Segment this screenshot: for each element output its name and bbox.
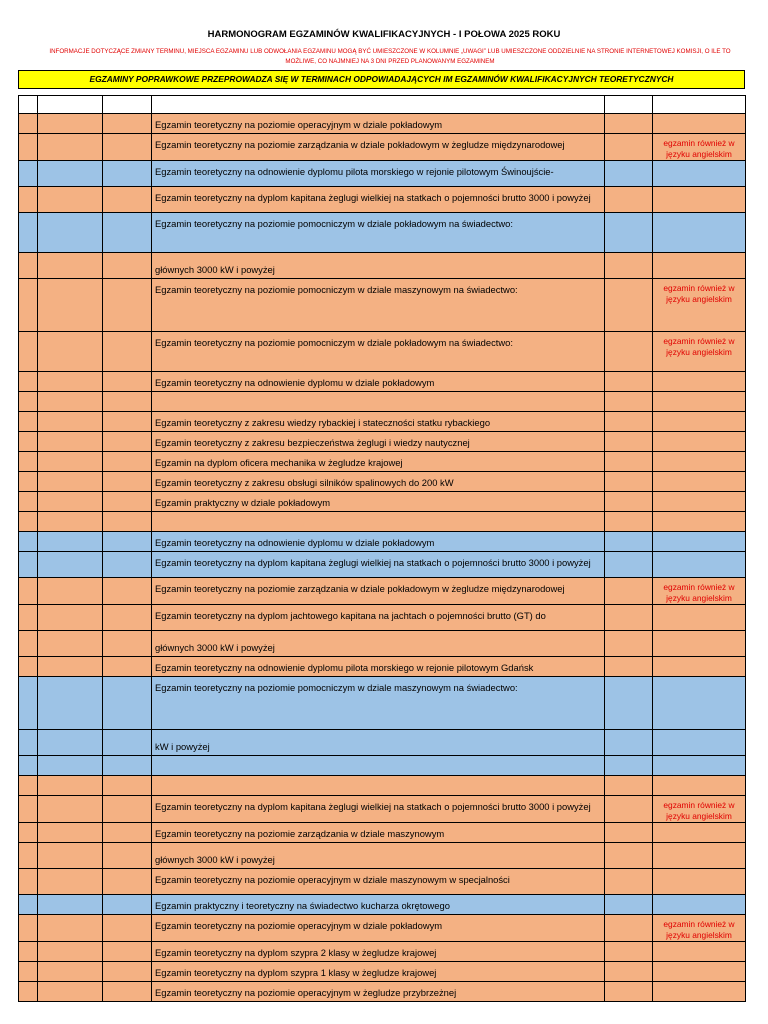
- table-cell: [605, 472, 653, 492]
- table-cell: [605, 776, 653, 796]
- exam-description: Egzamin teoretyczny z zakresu obsługi silników spalinowych do 200 kW: [152, 472, 605, 492]
- table-cell: [605, 631, 653, 657]
- table-cell: [38, 657, 103, 677]
- table-row: [19, 472, 746, 492]
- table-cell: [103, 631, 152, 657]
- exam-description: Egzamin teoretyczny na dyplom jachtowego kapitana na jachtach o pojemności brutto (GT) do: [152, 605, 605, 631]
- exam-description: [152, 776, 605, 796]
- table-cell: [38, 134, 103, 161]
- table-cell: [605, 552, 653, 578]
- remarks-cell: egzamin również w języku angielskim: [653, 915, 746, 942]
- table-cell: [605, 512, 653, 532]
- table-cell: [103, 392, 152, 412]
- table-row: [19, 631, 746, 657]
- table-row: [19, 982, 746, 1002]
- table-cell: [38, 962, 103, 982]
- table-cell: [103, 552, 152, 578]
- table-cell: [605, 915, 653, 942]
- remarks-cell: [653, 982, 746, 1002]
- table-cell: [605, 677, 653, 730]
- table-cell: [103, 372, 152, 392]
- exam-description: Egzamin teoretyczny z zakresu wiedzy rybackiej i stateczności statku rybackiego: [152, 412, 605, 432]
- table-cell: [38, 96, 103, 114]
- table-row: [19, 677, 746, 730]
- table-row: [19, 578, 746, 605]
- exam-description: Egzamin teoretyczny na odnowienie dyplomu w dziale pokładowym: [152, 372, 605, 392]
- table-cell: [38, 895, 103, 915]
- remarks-cell: [653, 756, 746, 776]
- remarks-cell: [653, 253, 746, 279]
- table-cell: [103, 472, 152, 492]
- remarks-cell: [653, 432, 746, 452]
- table-row: [19, 134, 746, 161]
- document-title: HARMONOGRAM EGZAMINÓW KWALIFIKACYJNYCH - I POŁOWA 2025 ROKU: [207, 29, 561, 40]
- table-cell: [19, 114, 38, 134]
- remarks-cell: [653, 472, 746, 492]
- table-cell: [103, 895, 152, 915]
- remarks-cell: [653, 512, 746, 532]
- table-cell: [19, 677, 38, 730]
- table-cell: [19, 915, 38, 942]
- table-row: [19, 161, 746, 187]
- table-cell: [19, 512, 38, 532]
- table-cell: [103, 843, 152, 869]
- table-cell: [38, 843, 103, 869]
- table-cell: [38, 187, 103, 213]
- exam-description: Egzamin teoretyczny na odnowienie dyplomu pilota morskiego w rejonie pilotowym Świnoujście-: [152, 161, 605, 187]
- exam-description: Egzamin teoretyczny z zakresu bezpieczeństwa żeglugi i wiedzy nautycznej: [152, 432, 605, 452]
- exam-description: Egzamin teoretyczny na odnowienie dyplomu pilota morskiego w rejonie pilotowym Gdańsk: [152, 657, 605, 677]
- table-cell: [103, 776, 152, 796]
- exam-description: [152, 512, 605, 532]
- table-row: [19, 796, 746, 823]
- table-cell: [19, 796, 38, 823]
- exam-description: Egzamin teoretyczny na poziomie pomocniczym w dziale pokładowym na świadectwo:: [152, 332, 605, 372]
- table-cell: [103, 756, 152, 776]
- table-cell: [605, 796, 653, 823]
- remarks-cell: [653, 213, 746, 253]
- table-cell: [19, 432, 38, 452]
- table-cell: [38, 756, 103, 776]
- exam-description: [152, 756, 605, 776]
- table-cell: [38, 114, 103, 134]
- table-cell: [38, 161, 103, 187]
- table-cell: [38, 452, 103, 472]
- table-row: [19, 279, 746, 332]
- table-row: [19, 412, 746, 432]
- table-cell: [605, 213, 653, 253]
- table-cell: [19, 279, 38, 332]
- table-cell: [605, 730, 653, 756]
- table-row: [19, 776, 746, 796]
- table-cell: [38, 472, 103, 492]
- table-cell: [103, 915, 152, 942]
- table-cell: [19, 452, 38, 472]
- exam-description: Egzamin teoretyczny na poziomie zarządzania w dziale pokładowym w żegludze międzynarodowej: [152, 578, 605, 605]
- table-cell: [605, 578, 653, 605]
- table-cell: [103, 412, 152, 432]
- table-cell: [38, 412, 103, 432]
- table-cell: [38, 492, 103, 512]
- table-cell: [103, 823, 152, 843]
- table-cell: [19, 332, 38, 372]
- exam-description: Egzamin teoretyczny na poziomie operacyjnym w żegludze przybrzeżnej: [152, 982, 605, 1002]
- table-row: [19, 605, 746, 631]
- table-cell: [103, 677, 152, 730]
- table-cell: [103, 213, 152, 253]
- table-cell: [103, 253, 152, 279]
- remarks-cell: [653, 492, 746, 512]
- table-cell: [103, 432, 152, 452]
- exam-description: głównych 3000 kW i powyżej: [152, 631, 605, 657]
- table-cell: [605, 962, 653, 982]
- table-cell: [38, 432, 103, 452]
- table-cell: [38, 869, 103, 895]
- table-cell: [605, 843, 653, 869]
- table-cell: [19, 552, 38, 578]
- exam-description: Egzamin teoretyczny na dyplom kapitana żeglugi wielkiej na statkach o pojemności brutto 3000 i powyżej: [152, 796, 605, 823]
- table-cell: [38, 213, 103, 253]
- table-row: [19, 332, 746, 372]
- table-cell: [605, 432, 653, 452]
- table-cell: [605, 332, 653, 372]
- table-cell: [605, 96, 653, 114]
- table-cell: [103, 279, 152, 332]
- remarks-cell: [653, 372, 746, 392]
- table-cell: [103, 869, 152, 895]
- table-cell: [605, 187, 653, 213]
- table-cell: [605, 605, 653, 631]
- exam-description: [152, 96, 605, 114]
- table-cell: [19, 492, 38, 512]
- remarks-cell: [653, 114, 746, 134]
- table-cell: [38, 796, 103, 823]
- table-cell: [605, 532, 653, 552]
- table-cell: [605, 279, 653, 332]
- table-row: [19, 432, 746, 452]
- exam-description: Egzamin teoretyczny na odnowienie dyplomu w dziale pokładowym: [152, 532, 605, 552]
- remarks-cell: [653, 96, 746, 114]
- table-row: [19, 96, 746, 114]
- table-cell: [103, 532, 152, 552]
- table-cell: [19, 213, 38, 253]
- schedule-table: [18, 95, 746, 1002]
- exam-description: Egzamin teoretyczny na poziomie operacyjnym w dziale pokładowym: [152, 114, 605, 134]
- table-cell: [38, 605, 103, 631]
- exam-description: Egzamin teoretyczny na dyplom kapitana żeglugi wielkiej na statkach o pojemności brutto 3000 i powyżej: [152, 187, 605, 213]
- exam-description: Egzamin teoretyczny na poziomie operacyjnym w dziale pokładowym: [152, 915, 605, 942]
- exam-description: Egzamin praktyczny w dziale pokładowym: [152, 492, 605, 512]
- remarks-cell: [653, 776, 746, 796]
- table-cell: [19, 412, 38, 432]
- table-cell: [19, 605, 38, 631]
- table-cell: [605, 253, 653, 279]
- table-cell: [19, 895, 38, 915]
- remarks-cell: egzamin również w języku angielskim: [653, 134, 746, 161]
- table-cell: [19, 942, 38, 962]
- table-cell: [103, 114, 152, 134]
- notice-text: INFORMACJE DOTYCZĄCE ZMIANY TERMINU, MIEJSCA EGZAMINU LUB ODWOŁANIA EGZAMINU MOGĄ BYĆ UMIESZCZONE W KOLUMNIE „UWAGI” LUB UMIESZCZONE ODDZIELNIE NA STRONIE INTERNETOWEJ KOMISJI, O ILE TO MOŻLIWE, CO NAJMNIEJ NA 3 DNI PRZED PLANOWANYM EGZAMINEM: [49, 48, 731, 65]
- table-cell: [19, 869, 38, 895]
- table-cell: [103, 657, 152, 677]
- table-row: [19, 213, 746, 253]
- table-row: [19, 823, 746, 843]
- exam-description: głównych 3000 kW i powyżej: [152, 253, 605, 279]
- table-cell: [19, 134, 38, 161]
- exam-description: Egzamin teoretyczny na poziomie pomocniczym w dziale pokładowym na świadectwo:: [152, 213, 605, 253]
- remarks-cell: egzamin również w języku angielskim: [653, 279, 746, 332]
- table-cell: [38, 823, 103, 843]
- table-row: [19, 843, 746, 869]
- table-cell: [38, 532, 103, 552]
- table-cell: [38, 942, 103, 962]
- exam-description: Egzamin teoretyczny na dyplom szypra 1 klasy w żegludze krajowej: [152, 962, 605, 982]
- table-cell: [103, 942, 152, 962]
- table-cell: [605, 869, 653, 895]
- remarks-cell: [653, 942, 746, 962]
- table-cell: [19, 472, 38, 492]
- table-cell: [103, 982, 152, 1002]
- remarks-cell: [653, 730, 746, 756]
- table-cell: [103, 512, 152, 532]
- remarks-cell: [653, 452, 746, 472]
- table-cell: [38, 279, 103, 332]
- table-row: [19, 915, 746, 942]
- table-row: [19, 253, 746, 279]
- table-row: [19, 730, 746, 756]
- table-cell: [605, 114, 653, 134]
- table-cell: [605, 492, 653, 512]
- table-cell: [38, 776, 103, 796]
- table-cell: [38, 332, 103, 372]
- table-cell: [38, 578, 103, 605]
- exam-description: Egzamin teoretyczny na dyplom szypra 2 klasy w żegludze krajowej: [152, 942, 605, 962]
- table-cell: [19, 776, 38, 796]
- remarks-cell: [653, 552, 746, 578]
- banner-text: EGZAMINY POPRAWKOWE PRZEPROWADZA SIĘ W TERMINACH ODPOWIADAJĄCYCH IM EGZAMINÓW KWALIFIKACYJNYCH TEORETYCZNYCH: [18, 70, 745, 89]
- table-cell: [103, 605, 152, 631]
- table-cell: [19, 372, 38, 392]
- remarks-cell: egzamin również w języku angielskim: [653, 332, 746, 372]
- table-row: [19, 114, 746, 134]
- table-cell: [19, 730, 38, 756]
- remarks-cell: [653, 657, 746, 677]
- table-cell: [103, 730, 152, 756]
- table-cell: [19, 631, 38, 657]
- table-row: [19, 492, 746, 512]
- remarks-cell: egzamin również w języku angielskim: [653, 578, 746, 605]
- table-cell: [38, 730, 103, 756]
- table-cell: [103, 962, 152, 982]
- exam-description: Egzamin teoretyczny na poziomie pomocniczym w dziale maszynowym na świadectwo:: [152, 279, 605, 332]
- table-cell: [38, 392, 103, 412]
- table-cell: [103, 187, 152, 213]
- exam-description: Egzamin teoretyczny na poziomie zarządzania w dziale pokładowym w żegludze międzynarodowej: [152, 134, 605, 161]
- table-cell: [19, 843, 38, 869]
- remarks-cell: [653, 823, 746, 843]
- exam-description: Egzamin teoretyczny na poziomie pomocniczym w dziale maszynowym na świadectwo:: [152, 677, 605, 730]
- table-row: [19, 532, 746, 552]
- exam-description: Egzamin teoretyczny na poziomie zarządzania w dziale maszynowym: [152, 823, 605, 843]
- exam-description: Egzamin praktyczny i teoretyczny na świadectwo kucharza okrętowego: [152, 895, 605, 915]
- remarks-cell: [653, 869, 746, 895]
- table-cell: [103, 332, 152, 372]
- table-cell: [38, 253, 103, 279]
- table-row: [19, 512, 746, 532]
- remarks-cell: [653, 895, 746, 915]
- table-cell: [19, 187, 38, 213]
- remarks-cell: [653, 412, 746, 432]
- remarks-cell: [653, 677, 746, 730]
- table-cell: [38, 631, 103, 657]
- table-cell: [605, 134, 653, 161]
- table-cell: [38, 552, 103, 578]
- table-cell: [19, 578, 38, 605]
- remarks-cell: [653, 392, 746, 412]
- remarks-cell: egzamin również w języku angielskim: [653, 796, 746, 823]
- table-cell: [19, 392, 38, 412]
- table-cell: [19, 161, 38, 187]
- table-cell: [19, 823, 38, 843]
- exam-description: Egzamin teoretyczny na poziomie operacyjnym w dziale maszynowym w specjalności: [152, 869, 605, 895]
- table-cell: [605, 412, 653, 432]
- table-cell: [605, 756, 653, 776]
- table-cell: [605, 452, 653, 472]
- table-cell: [605, 895, 653, 915]
- table-cell: [103, 578, 152, 605]
- table-cell: [38, 677, 103, 730]
- remarks-cell: [653, 605, 746, 631]
- table-cell: [38, 512, 103, 532]
- remarks-cell: [653, 532, 746, 552]
- table-cell: [19, 962, 38, 982]
- table-row: [19, 187, 746, 213]
- table-row: [19, 657, 746, 677]
- table-cell: [38, 915, 103, 942]
- table-row: [19, 869, 746, 895]
- remarks-cell: [653, 631, 746, 657]
- remarks-cell: [653, 843, 746, 869]
- table-cell: [605, 372, 653, 392]
- exam-description: [152, 392, 605, 412]
- remarks-cell: [653, 161, 746, 187]
- remarks-cell: [653, 187, 746, 213]
- table-cell: [103, 492, 152, 512]
- table-cell: [19, 532, 38, 552]
- table-cell: [605, 392, 653, 412]
- table-cell: [103, 134, 152, 161]
- exam-description: Egzamin na dyplom oficera mechanika w żegludze krajowej: [152, 452, 605, 472]
- table-row: [19, 552, 746, 578]
- table-cell: [605, 657, 653, 677]
- table-cell: [103, 452, 152, 472]
- table-row: [19, 962, 746, 982]
- table-cell: [38, 982, 103, 1002]
- table-cell: [19, 756, 38, 776]
- table-row: [19, 942, 746, 962]
- exam-description: głównych 3000 kW i powyżej: [152, 843, 605, 869]
- table-cell: [605, 161, 653, 187]
- exam-description: Egzamin teoretyczny na dyplom kapitana żeglugi wielkiej na statkach o pojemności brutto 3000 i powyżej: [152, 552, 605, 578]
- table-cell: [103, 161, 152, 187]
- remarks-cell: [653, 962, 746, 982]
- table-row: [19, 392, 746, 412]
- table-cell: [19, 253, 38, 279]
- table-row: [19, 756, 746, 776]
- table-cell: [605, 942, 653, 962]
- table-row: [19, 895, 746, 915]
- exam-description: kW i powyżej: [152, 730, 605, 756]
- table-cell: [103, 796, 152, 823]
- table-cell: [19, 96, 38, 114]
- table-cell: [605, 823, 653, 843]
- table-cell: [38, 372, 103, 392]
- table-cell: [19, 982, 38, 1002]
- table-cell: [103, 96, 152, 114]
- table-cell: [19, 657, 38, 677]
- table-row: [19, 452, 746, 472]
- table-row: [19, 372, 746, 392]
- table-cell: [605, 982, 653, 1002]
